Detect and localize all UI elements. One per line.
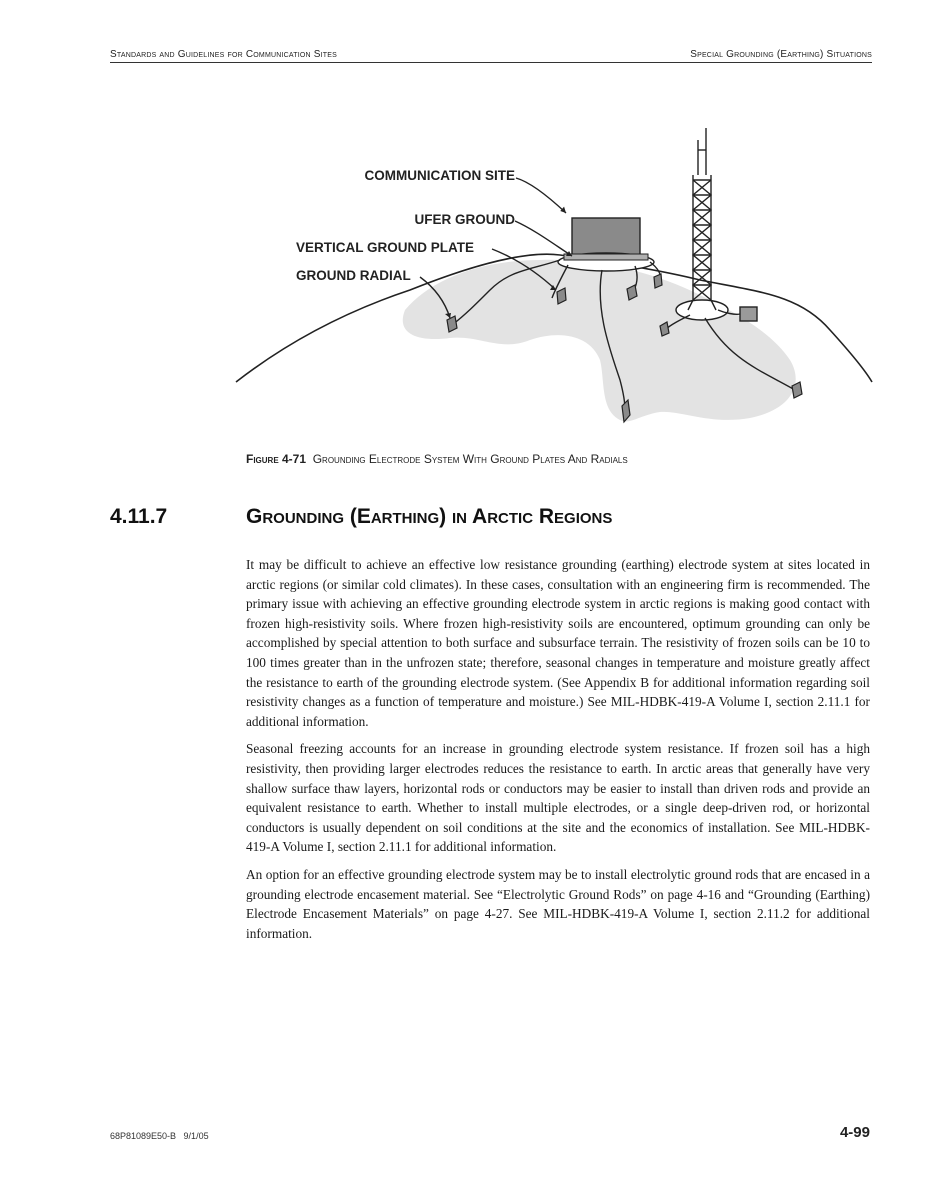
- section-title: Grounding (Earthing) in Arctic Regions: [246, 505, 613, 528]
- footer-doc-id: 68P81089E50-B 9/1/05: [110, 1131, 209, 1141]
- running-header-left: Standards and Guidelines for Communication Sites: [110, 49, 337, 60]
- equipment-box: [740, 307, 757, 321]
- tower: [693, 128, 711, 300]
- header-rule: [110, 62, 872, 63]
- paragraph-1: It may be difficult to achieve an effective low resistance grounding (earthing) electrode system at sites located in arctic regions (or similar cold climates). In these cases, consultation with an engineering firm is recommended. The primary issue with achieving an effective grounding electrode system in arctic regions is making good contact with frozen high-resistivity soils. Where frozen high-resistivity soils are encountered, optimum grounding can only be accomplished by special attention to both surface and subsurface terrain. The resistivity of frozen soils can be 10 to 100 times greater than in the unfrozen state; therefore, seasonal changes in temperature and moisture greatly affect the resistance to earth of the grounding electrode system. (See Appendix B for additional information regarding soil resistivity changes as a function of temperature and moisture.) See MIL-HDBK-419-A Volume I, section 2.11.1 for additional information.: [246, 557, 870, 729]
- label-communication-site: COMMUNICATION SITE: [364, 168, 515, 183]
- label-ground-radial: GROUND RADIAL: [296, 268, 411, 283]
- label-ufer-ground: UFER GROUND: [414, 212, 515, 227]
- figure-caption-number: Figure 4-71: [246, 452, 307, 466]
- tower-ground-ring: [676, 300, 728, 320]
- paragraph-3: An option for an effective grounding electrode system may be to install electrolytic ground rods that are encased in a grounding electrode encasement material. See “Electrolytic Ground Rods” on page 4-16 and “Grounding (Earthing) Electrode Encasement Materials” on page 4-27. See MIL-HDBK-419-A Volume I, section 2.11.2 for additional information.: [246, 866, 870, 941]
- footer-page-number: 4-99: [839, 1124, 870, 1141]
- figure-caption: [246, 452, 628, 466]
- label-vertical-ground-plate: VERTICAL GROUND PLATE: [296, 240, 475, 255]
- section-number: 4.11.7: [110, 505, 168, 528]
- figure-caption-text: Grounding Electrode System With Ground Plates And Radials: [312, 452, 628, 466]
- shelter-building: [572, 218, 640, 256]
- paragraph-2: Seasonal freezing accounts for an increase in grounding electrode system resistance. If frozen soil has a high resistivity, then providing larger electrodes reduces the resistance to earth. In arctic areas that generally have very shallow surface thaw layers, horizontal rods or conductors may be easier to install than driven rods and provide an equivalent resistance to earth. Whether to install multiple electrodes, or a single deep-driven rod, or horizontal conductors is usually dependent on soil conditions at the site and the economics of installation. See MIL-HDBK-419-A Volume I, section 2.11.1 for additional information.: [246, 741, 870, 855]
- grounding-figure: [230, 120, 880, 440]
- body-text: [246, 555, 870, 951]
- soil-shading: [403, 260, 796, 422]
- running-header-right: Special Grounding (Earthing) Situations: [690, 49, 872, 60]
